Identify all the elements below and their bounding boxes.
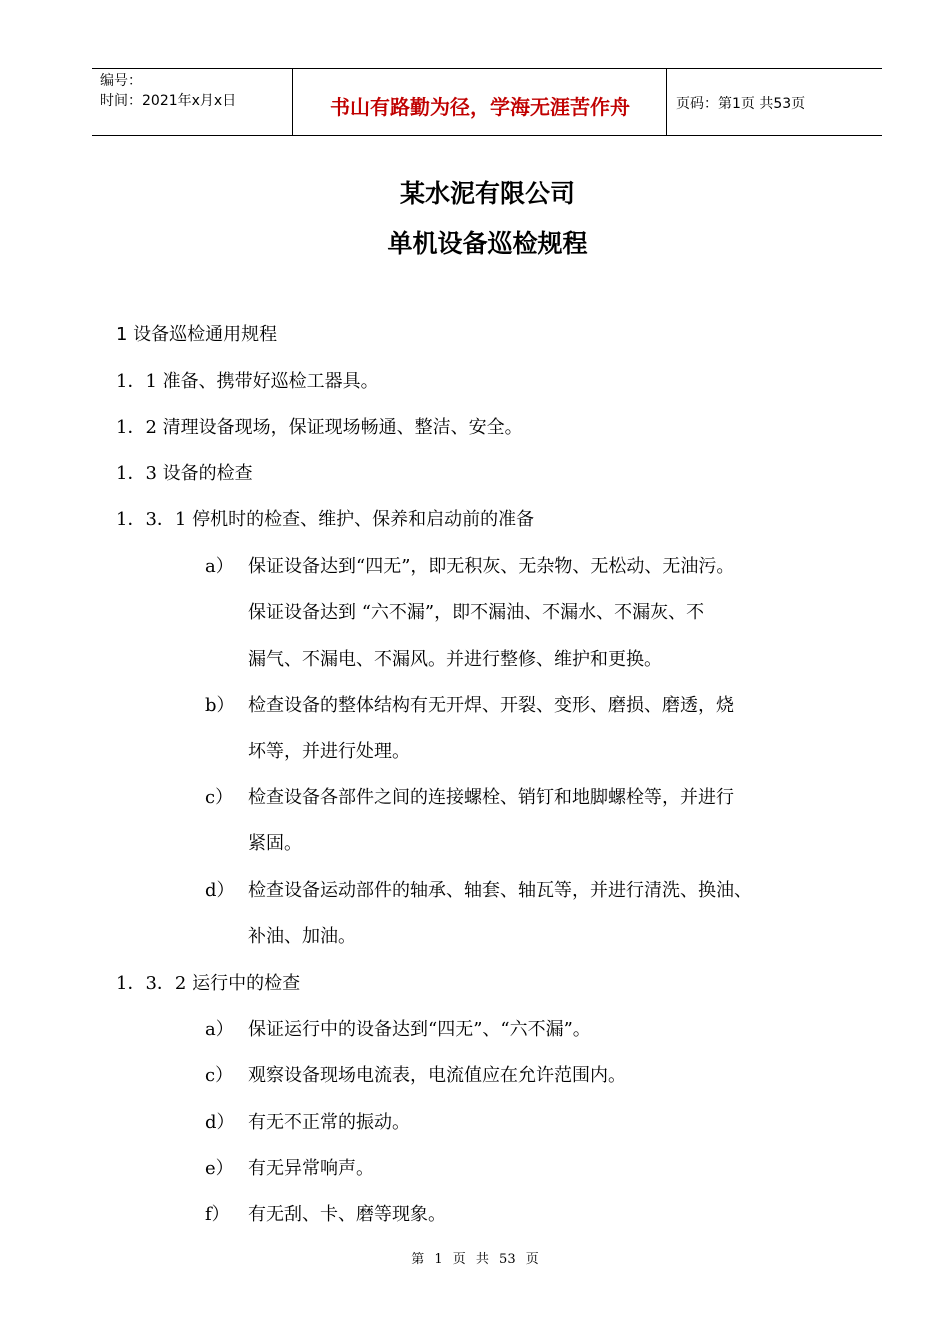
item-1-1: 1．1 准备、携带好巡检工器具。 xyxy=(116,371,379,392)
list2-marker-f: f） xyxy=(205,1204,230,1225)
header-bottom-rule xyxy=(92,135,882,136)
header-page-info: 页码：第1页 共53页 xyxy=(676,96,806,112)
list-marker-c: c） xyxy=(205,787,234,808)
list2-marker-d: d） xyxy=(205,1112,235,1133)
header-meta xyxy=(100,71,236,111)
list-marker-a: a） xyxy=(205,556,234,577)
list2-item-f: 有无刮、卡、磨等现象。 xyxy=(248,1204,446,1225)
header-divider-right xyxy=(666,68,667,135)
section-heading: 1 设备巡检通用规程 xyxy=(116,324,278,345)
header-motto: 书山有路勤为径，学海无涯苦作舟 xyxy=(330,95,630,119)
list-marker-d: d） xyxy=(205,880,235,901)
header-number-label: 编号： xyxy=(100,73,142,89)
list2-item-d: 有无不正常的振动。 xyxy=(248,1112,410,1133)
list-item-c-line2: 紧固。 xyxy=(248,833,302,854)
item-1-3: 1．3 设备的检查 xyxy=(116,463,253,484)
list-item-d-line2: 补油、加油。 xyxy=(248,926,356,947)
list2-item-e: 有无异常响声。 xyxy=(248,1158,374,1179)
header-time-label: 时间：2021年x月x日 xyxy=(100,93,237,109)
list-item-a-line1: 保证设备达到“四无”，即无积灰、无杂物、无松动、无油污。 xyxy=(248,556,735,577)
list2-item-c: 观察设备现场电流表，电流值应在允许范围内。 xyxy=(248,1065,626,1086)
list-item-a-line2: 保证设备达到 “六不漏”，即不漏油、不漏水、不漏灰、不 xyxy=(248,602,705,623)
document-title-company: 某水泥有限公司 xyxy=(399,179,575,208)
list2-marker-c: c） xyxy=(205,1065,234,1086)
item-1-2: 1．2 清理设备现场，保证现场畅通、整洁、安全。 xyxy=(116,417,523,438)
list-item-c-line1: 检查设备各部件之间的连接螺栓、销钉和地脚螺栓等，并进行 xyxy=(248,787,734,808)
list2-marker-a: a） xyxy=(205,1019,234,1040)
list-item-b-line2: 坏等，并进行处理。 xyxy=(248,741,410,762)
list-item-a-line3: 漏气、不漏电、不漏风。并进行整修、维护和更换。 xyxy=(248,649,662,670)
list2-marker-e: e） xyxy=(205,1158,234,1179)
list-item-d-line1: 检查设备运动部件的轴承、轴套、轴瓦等，并进行清洗、换油、 xyxy=(248,880,752,901)
item-1-3-1: 1．3．1 停机时的检查、维护、保养和启动前的准备 xyxy=(116,509,535,530)
list-item-b-line1: 检查设备的整体结构有无开焊、开裂、变形、磨损、磨透，烧 xyxy=(248,695,734,716)
header-top-rule xyxy=(92,68,882,69)
page-footer: 第 1 页 共 53 页 xyxy=(411,1252,539,1267)
header-divider-left xyxy=(292,68,293,135)
document-title-procedure: 单机设备巡检规程 xyxy=(387,229,588,258)
item-1-3-2: 1．3．2 运行中的检查 xyxy=(116,973,301,994)
list2-item-a: 保证运行中的设备达到“四无”、“六不漏”。 xyxy=(248,1019,591,1040)
list-marker-b: b） xyxy=(205,695,235,716)
